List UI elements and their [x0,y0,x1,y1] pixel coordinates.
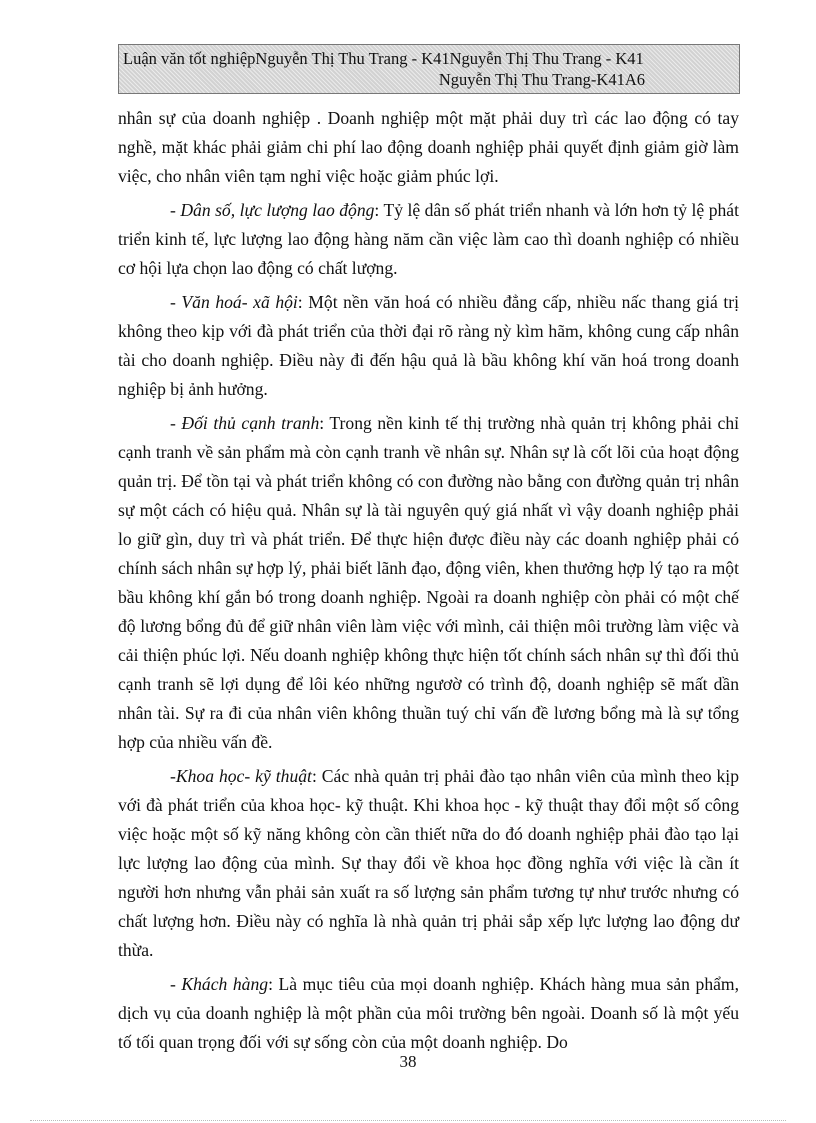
paragraph [118,196,739,283]
paragraph-lead: - Văn hoá- xã hội [170,292,298,312]
paragraph-text: : Tỷ lệ dân số phát triển nhanh và lớn hơn tỷ lệ phát triển kinh tế, lực lượng lao động hàng năm cần việc làm cao thì doanh nghiệp có nhiều cơ hội lựa chọn lao động có chất lượng. [118,200,739,278]
paragraph-text: nhân sự của doanh nghiệp . Doanh nghiệp một mặt phải duy trì các lao động có tay nghề, mặt khác phải giảm chi phí lao động doanh nghiệp phải quyết định giảm giờ làm việc, cho nhân viên tạm nghỉ việc hoặc giảm phúc lợi. [118,108,739,186]
header-line-1: Luận văn tốt nghiệpNguyễn Thị Thu Trang - K41Nguyễn Thị Thu Trang - K41 [123,49,644,68]
header-line-2: Nguyễn Thị Thu Trang-K41A6 [438,70,645,89]
body-text [118,104,739,1057]
paragraph [118,409,739,757]
page-bottom-rule [30,1120,786,1121]
paragraph-lead: -Khoa học- kỹ thuật [170,766,312,786]
paragraph-lead: - Đối thủ cạnh tranh [170,413,320,433]
paragraph [118,288,739,404]
page-number: 38 [399,1052,417,1071]
running-header [118,44,740,94]
paragraph-lead: - Dân số, lực lượng lao động [170,200,375,220]
paragraph [118,104,739,191]
paragraph-text: : Trong nền kinh tế thị trường nhà quản trị không phải chỉ cạnh tranh về sản phẩm mà còn cạnh tranh về nhân sự. Nhân sự là cốt lõi của hoạt động quản trị. Để tồn tại và phát triển không có con đường nào bằng con đường quản trị nhân sự một cách có hiệu quả. Nhân sự là tài nguyên quý giá nhất vì vậy doanh nghiệp phải lo giữ gìn, duy trì và phát triển. Để thực hiện được điều này các doanh nghiệp phải có chính sách nhân sự hợp lý, phải biết lãnh đạo, động viên, khen thưởng hợp lý tạo ra một bầu không khí gắn bó trong doanh nghiệp. Ngoài ra doanh nghiệp còn phải có một chế độ lương bổng đủ để giữ nhân viên làm việc với mình, cải thiện môi trường làm việc và cải thiện phúc lợi. Nếu doanh nghiệp không thực hiện tốt chính sách nhân sự thì đối thủ cạnh tranh sẽ lợi dụng để lôi kéo những ngươờ có trình độ, doanh nghiệp sẽ mất dần nhân tài. Sự ra đi của nhân viên không thuần tuý chỉ vấn đề lương bổng mà là sự tổng hợp của nhiều vấn đề. [118,413,740,752]
paragraph-text: : Các nhà quản trị phải đào tạo nhân viên của mình theo kịp với đà phát triển của khoa học- kỹ thuật. Khi khoa học - kỹ thuật thay đổi một số công việc hoặc một số kỹ năng không còn cần thiết nữa do đó doanh nghiệp phải đào tạo lại lực lượng lao động của mình. Sự thay đổi về khoa học đồng nghĩa với việc là cần ít người hơn nhưng vẫn phải sản xuất ra số lượng sản phẩm tương tự như trước nhưng có chất lượng hơn. Điều này có nghĩa là nhà quản trị phải sắp xếp lực lượng lao động dư thừa. [118,766,739,960]
paragraph-lead: - Khách hàng [170,974,269,994]
paragraph-text: : Là mục tiêu của mọi doanh nghiệp. Khách hàng mua sản phẩm, dịch vụ của doanh nghiệp là một phần của môi trường bên ngoài. Doanh số là một yếu tố tối quan trọng đối với sự sống còn của một doanh nghiệp. Do [118,974,740,1052]
paragraph-text: : Một nền văn hoá có nhiều đẳng cấp, nhiều nấc thang giá trị không theo kịp với đà phát triển của thời đại rõ ràng nỳ kìm hãm, không cung cấp nhân tài cho doanh nghiệp. Điều này đi đến hậu quả là bầu không khí văn hoá trong doanh nghiệp bị ảnh hưởng. [118,292,739,399]
paragraph [118,762,739,965]
paragraph [118,970,739,1057]
